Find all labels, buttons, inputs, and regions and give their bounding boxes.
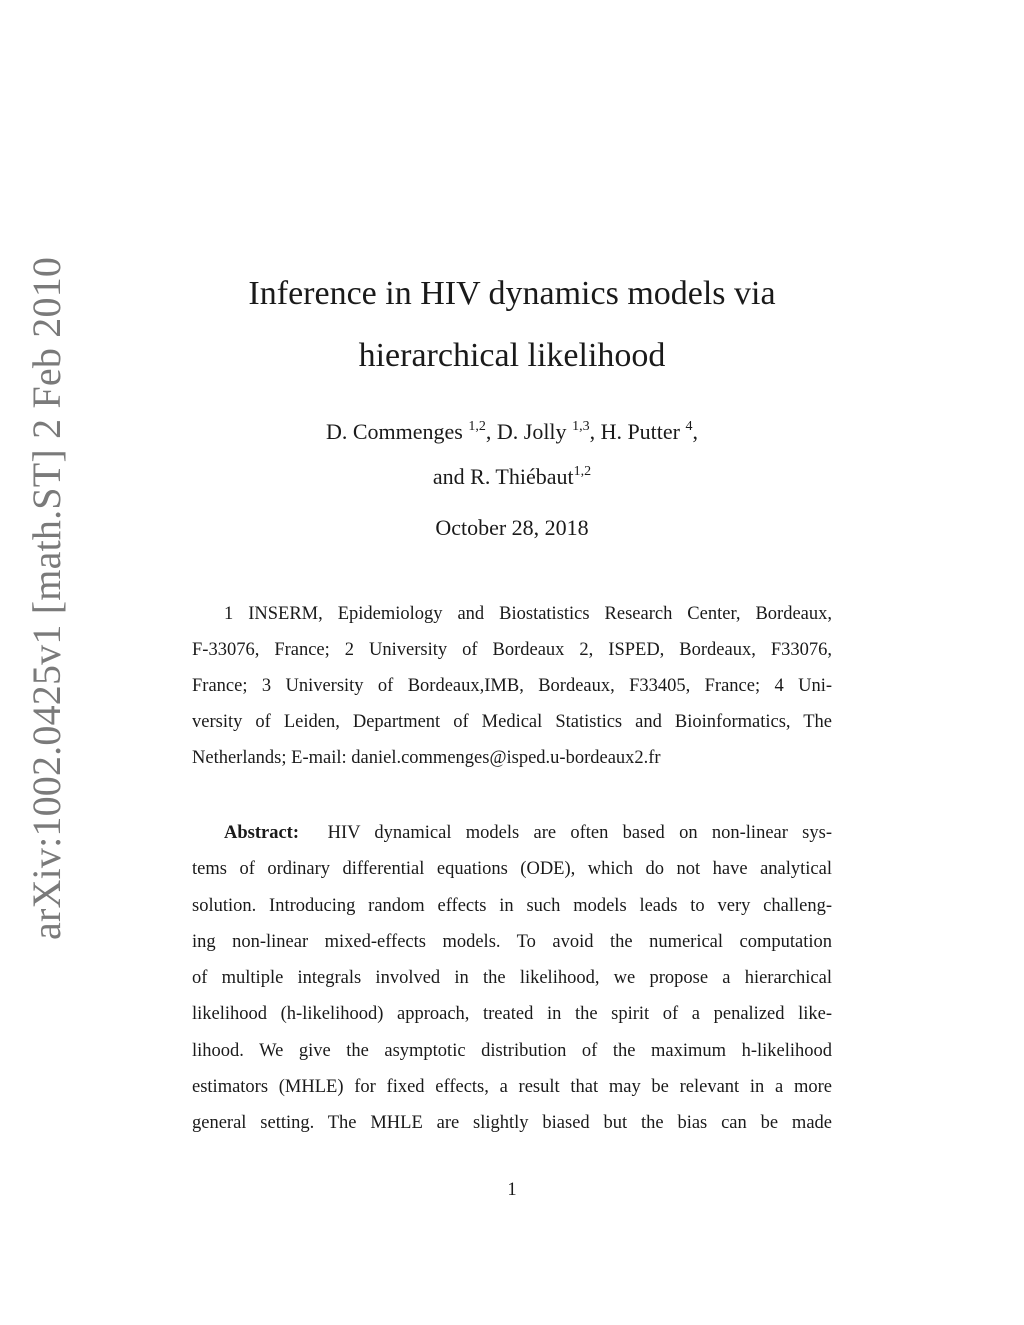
author-conjunction: and	[432, 464, 465, 489]
affiliations-block	[192, 596, 832, 776]
paper-date: October 28, 2018	[435, 515, 589, 540]
title-line-2: hierarchical likelihood	[358, 337, 666, 374]
affiliation-line: France; 3 University of Bordeaux,IMB, Bordeaux, F33405, France; 4 Uni-	[192, 676, 832, 696]
author-affiliation-mark: 1,2	[468, 419, 486, 434]
abstract-line: general setting. The MHLE are slightly biased but the bias can be made	[192, 1113, 832, 1134]
page-number: 1	[507, 1180, 517, 1200]
abstract-line: tems of ordinary differential equations (ODE), which do not have analytical	[192, 859, 832, 880]
affiliation-line: 1 INSERM, Epidemiology and Biostatistics Research Center, Bordeaux,	[224, 604, 832, 624]
author-name: D. Commenges	[325, 419, 463, 444]
abstract-line: estimators (MHLE) for fixed effects, a result that may be relevant in a more	[192, 1077, 832, 1098]
abstract-text: HIV dynamical models are often based on non-linear sys-	[327, 823, 832, 843]
author-affiliation-mark: 4	[685, 419, 693, 434]
arxiv-identifier-stamp: arXiv:1002.0425v1 [math.ST] 2 Feb 2010	[24, 256, 69, 940]
author-line-2	[0, 455, 1024, 499]
author-affiliation-mark: 1,2	[573, 464, 592, 479]
author-affiliation-mark: 1,3	[572, 419, 590, 434]
abstract-line: likelihood (h-likelihood) approach, treated in the spirit of a penalized like-	[192, 1004, 832, 1025]
affiliation-line: Netherlands; E-mail: daniel.commenges@isped.u-bordeaux2.fr	[192, 748, 661, 768]
title-line-1: Inference in HIV dynamics models via	[248, 275, 776, 312]
affiliation-line: F-33076, France; 2 University of Bordeaux 2, ISPED, Bordeaux, F33076,	[192, 640, 832, 660]
affiliation-line: versity of Leiden, Department of Medical Statistics and Bioinformatics, The	[192, 712, 832, 732]
paper-title	[0, 263, 1024, 387]
author-line-1: D. Commenges $^{1,2}$, D. Jolly $^{1,3}$, H. Putter $^4$,	[325, 419, 699, 444]
abstract-block	[192, 815, 832, 1142]
author-name: R. Thiébaut	[470, 464, 574, 489]
author-name: H. Putter	[600, 419, 681, 444]
abstract-line: ing non-linear mixed-effects models. To avoid the numerical computation	[192, 931, 832, 952]
abstract-label: Abstract:	[224, 823, 300, 843]
author-name: D. Jolly	[496, 419, 567, 444]
abstract-first-line	[192, 815, 832, 851]
abstract-line: of multiple integrals involved in the likelihood, we propose a hierarchical	[192, 968, 832, 989]
abstract-line: solution. Introducing random effects in such models leads to very challeng-	[192, 895, 832, 916]
abstract-line: lihood. We give the asymptotic distribution of the maximum h-likelihood	[192, 1040, 832, 1061]
